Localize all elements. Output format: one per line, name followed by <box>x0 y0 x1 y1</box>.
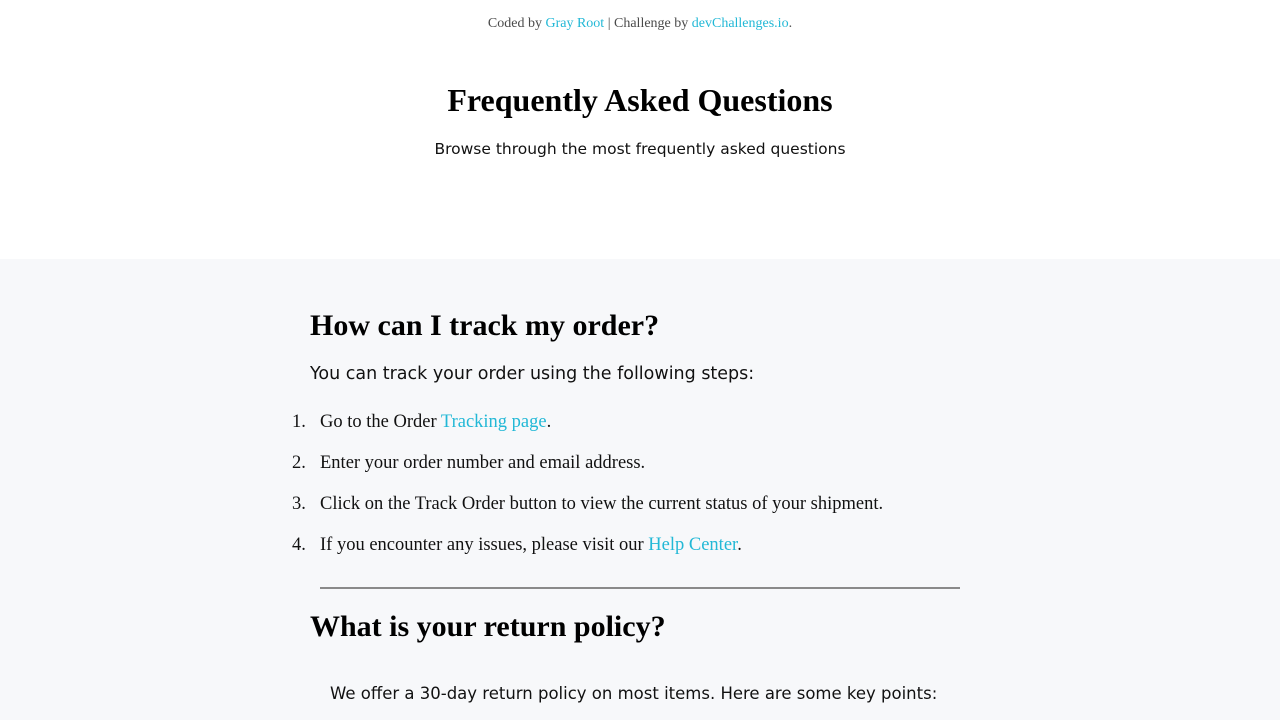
faq-question-return-policy: What is your return policy? <box>310 610 666 643</box>
step-text-after: . <box>546 412 552 432</box>
step-text-before: If you encounter any issues, please visit our <box>320 535 649 555</box>
faq-divider <box>320 587 960 589</box>
page-subtitle: Browse through the most frequently asked questions <box>434 140 846 158</box>
faq-question-track-order: How can I track my order? <box>310 309 660 342</box>
faq-section <box>0 259 1280 720</box>
step-text-before: Click on the Track Order button to view the current status of your shipment. <box>320 494 884 514</box>
step-number: 3. <box>292 494 306 514</box>
faq-answer-intro: We offer a 30-day return policy on most items. Here are some key points: <box>330 684 938 703</box>
attribution-bar <box>0 15 1280 33</box>
step-text <box>320 411 551 433</box>
step-number: 1. <box>292 412 306 432</box>
tracking-page-link[interactable]: Tracking page <box>440 412 547 432</box>
faq-answer-intro: You can track your order using the following steps: <box>310 364 755 384</box>
step-text-before: Go to the Order <box>320 412 441 432</box>
step-text-before: Enter your order number and email address. <box>320 453 646 473</box>
credit-middle: | Challenge by <box>607 16 689 31</box>
step-text-after: . <box>737 535 742 555</box>
credit-suffix: . <box>788 16 793 31</box>
author-link[interactable]: Gray Root <box>545 16 605 31</box>
step-number: 4. <box>292 535 306 555</box>
page-title: Frequently Asked Questions <box>447 82 833 118</box>
help-center-link[interactable]: Help Center <box>648 535 738 555</box>
step-text <box>320 452 645 474</box>
devchallenges-link[interactable]: devChallenges.io <box>691 16 789 31</box>
step-text <box>320 493 883 515</box>
step-number: 2. <box>292 453 306 473</box>
credit-prefix: Coded by <box>487 16 542 31</box>
step-text <box>320 534 742 556</box>
